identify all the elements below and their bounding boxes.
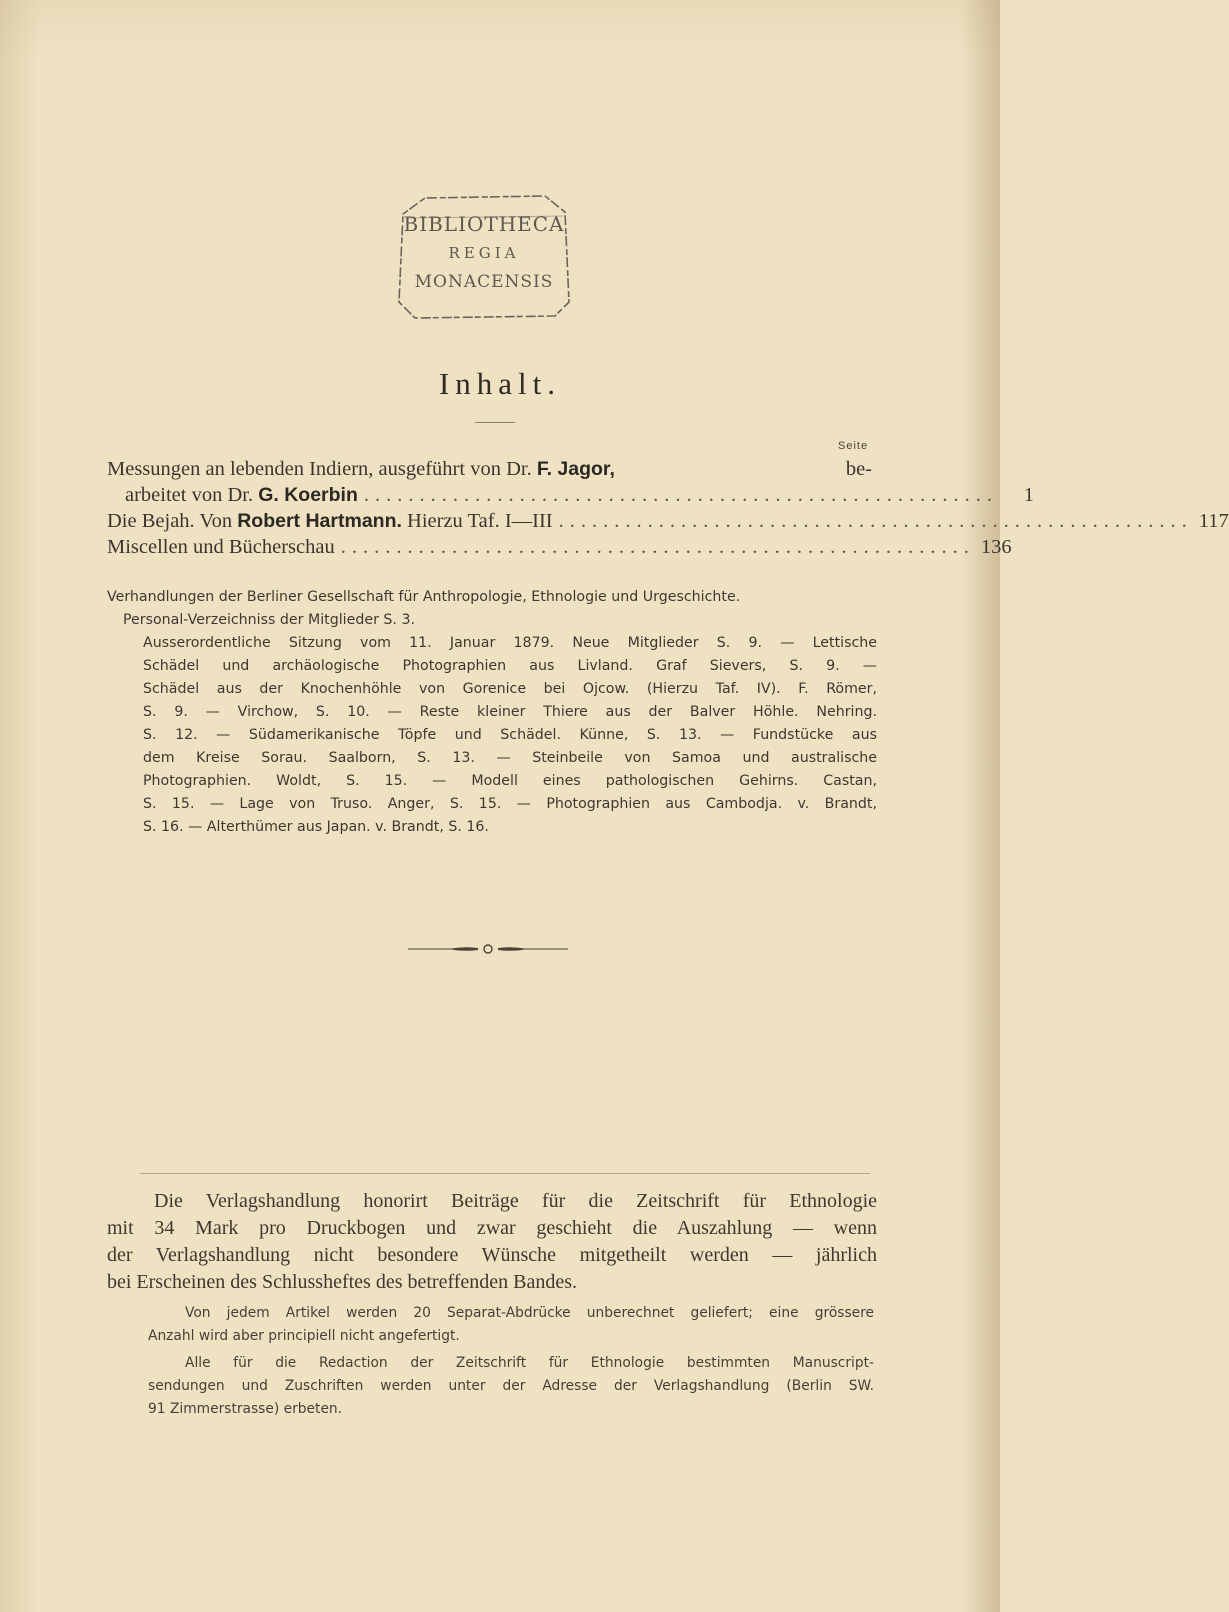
toc-leader-dots: ......................................................... [340, 536, 975, 558]
toc-entry-1-text-cont: arbeitet von Dr. [125, 484, 254, 506]
toc-entry-3-page: 136 [980, 536, 1012, 558]
manuscript-line: Alle für die Redaction der Zeitschrift für Ethnologie bestimmten Manuscript- [185, 1355, 874, 1371]
ornament-divider-icon [408, 938, 568, 960]
toc-entry-2-author: Robert Hartmann. [237, 510, 402, 532]
verhandlungen-heading: Verhandlungen der Berliner Gesellschaft für Anthropologie, Ethnologie und Urgeschichte. [107, 589, 741, 605]
manuscript-line: sendungen und Zuschriften werden unter der Adresse der Verlagshandlung (Berlin SW. [148, 1378, 874, 1394]
toc-entry-1-author: F. Jagor, [536, 458, 615, 480]
sitzung-line: S. 15. — Lage von Truso. Anger, S. 15. — Photographien aus Cambodja. v. Brandt, [143, 796, 877, 812]
toc-entry-1-line-a [107, 456, 872, 482]
sitzung-line: S. 16. — Alterthümer aus Japan. v. Brandt, S. 16. [143, 819, 489, 835]
toc-entry-2[interactable] [107, 508, 1229, 534]
sitzung-line: Ausserordentliche Sitzung vom 11. Januar 1879. Neue Mitglieder S. 9. — Lettische [143, 635, 877, 651]
sitzung-paragraph [107, 632, 877, 839]
toc-entry-1-text: Messungen an lebenden Indiern, ausgeführt von Dr. [107, 458, 532, 480]
stamp-line-1: BIBLIOTHECA [403, 212, 565, 236]
seite-label: Seite [838, 440, 869, 452]
toc-entry-1-coauthor: G. Koerbin [258, 484, 358, 506]
sitzung-line: Schädel und archäologische Photographien aus Livland. Graf Sievers, S. 9. — [143, 658, 877, 674]
notice-line: bei Erscheinen des Schlussheftes des betreffenden Bandes. [107, 1271, 578, 1293]
manuscript-line: 91 Zimmerstrasse) erbeten. [148, 1401, 343, 1417]
toc-leader-dots: ......................................................... [363, 484, 999, 506]
toc-entry-2-plates: Hierzu Taf. I—III [407, 510, 553, 532]
toc-entry-2-text: Die Bejah. Von [107, 510, 233, 532]
sitzung-line: S. 12. — Südamerikanische Töpfe und Schädel. Künne, S. 13. — Fundstücke aus [143, 727, 877, 743]
sitzung-line: dem Kreise Sorau. Saalborn, S. 13. — Steinbeile von Samoa und australische [143, 750, 877, 766]
toc-entry-1-hyphen: be- [845, 458, 872, 480]
sitzung-line: Photographien. Woldt, S. 15. — Modell eines pathologischen Gehirns. Castan, [143, 773, 877, 789]
sitzung-line: Schädel aus der Knochenhöhle von Gorenice bei Ojcow. (Hierzu Taf. IV). F. Römer, [143, 681, 877, 697]
notice-line: Die Verlagshandlung honorirt Beiträge für die Zeitschrift für Ethnologie [154, 1190, 877, 1212]
library-stamp [395, 192, 573, 322]
verhandlungen-section [107, 586, 877, 839]
stamp-line-2: REGIA [448, 244, 520, 262]
separat-notice [148, 1302, 874, 1348]
page-title: Inhalt. [438, 366, 562, 401]
stamp-line-3: MONACENSIS [414, 272, 554, 292]
sitzung-line: S. 9. — Virchow, S. 10. — Reste kleiner Thiere aus der Balver Höhle. Nehring. [143, 704, 877, 720]
separat-line: Von jedem Artikel werden 20 Separat-Abdrücke unberechnet geliefert; eine grössere [185, 1305, 874, 1321]
toc-entry-1-page: 1 [1023, 484, 1035, 506]
manuscript-notice [148, 1352, 874, 1421]
toc-entry-1-line-b[interactable] [107, 482, 1035, 508]
separat-line: Anzahl wird aber principiell nicht angefertigt. [148, 1328, 460, 1344]
personal-verzeichniss: Personal-Verzeichniss der Mitglieder S. 3. [123, 612, 415, 628]
toc-entry-3[interactable] [107, 534, 1012, 560]
table-of-contents [107, 456, 1229, 560]
notice-line: mit 34 Mark pro Druckbogen und zwar geschieht die Auszahlung — wenn [107, 1217, 877, 1239]
notice-divider [140, 1173, 870, 1174]
publisher-notice [107, 1188, 877, 1296]
title-divider [475, 422, 515, 423]
toc-leader-dots: ......................................................... [558, 510, 1193, 532]
toc-entry-2-page: 117 [1198, 510, 1229, 532]
toc-entry-3-text: Miscellen und Bücherschau [107, 536, 335, 558]
notice-line: der Verlagshandlung nicht besondere Wünsche mitgetheilt werden — jährlich [107, 1244, 877, 1266]
